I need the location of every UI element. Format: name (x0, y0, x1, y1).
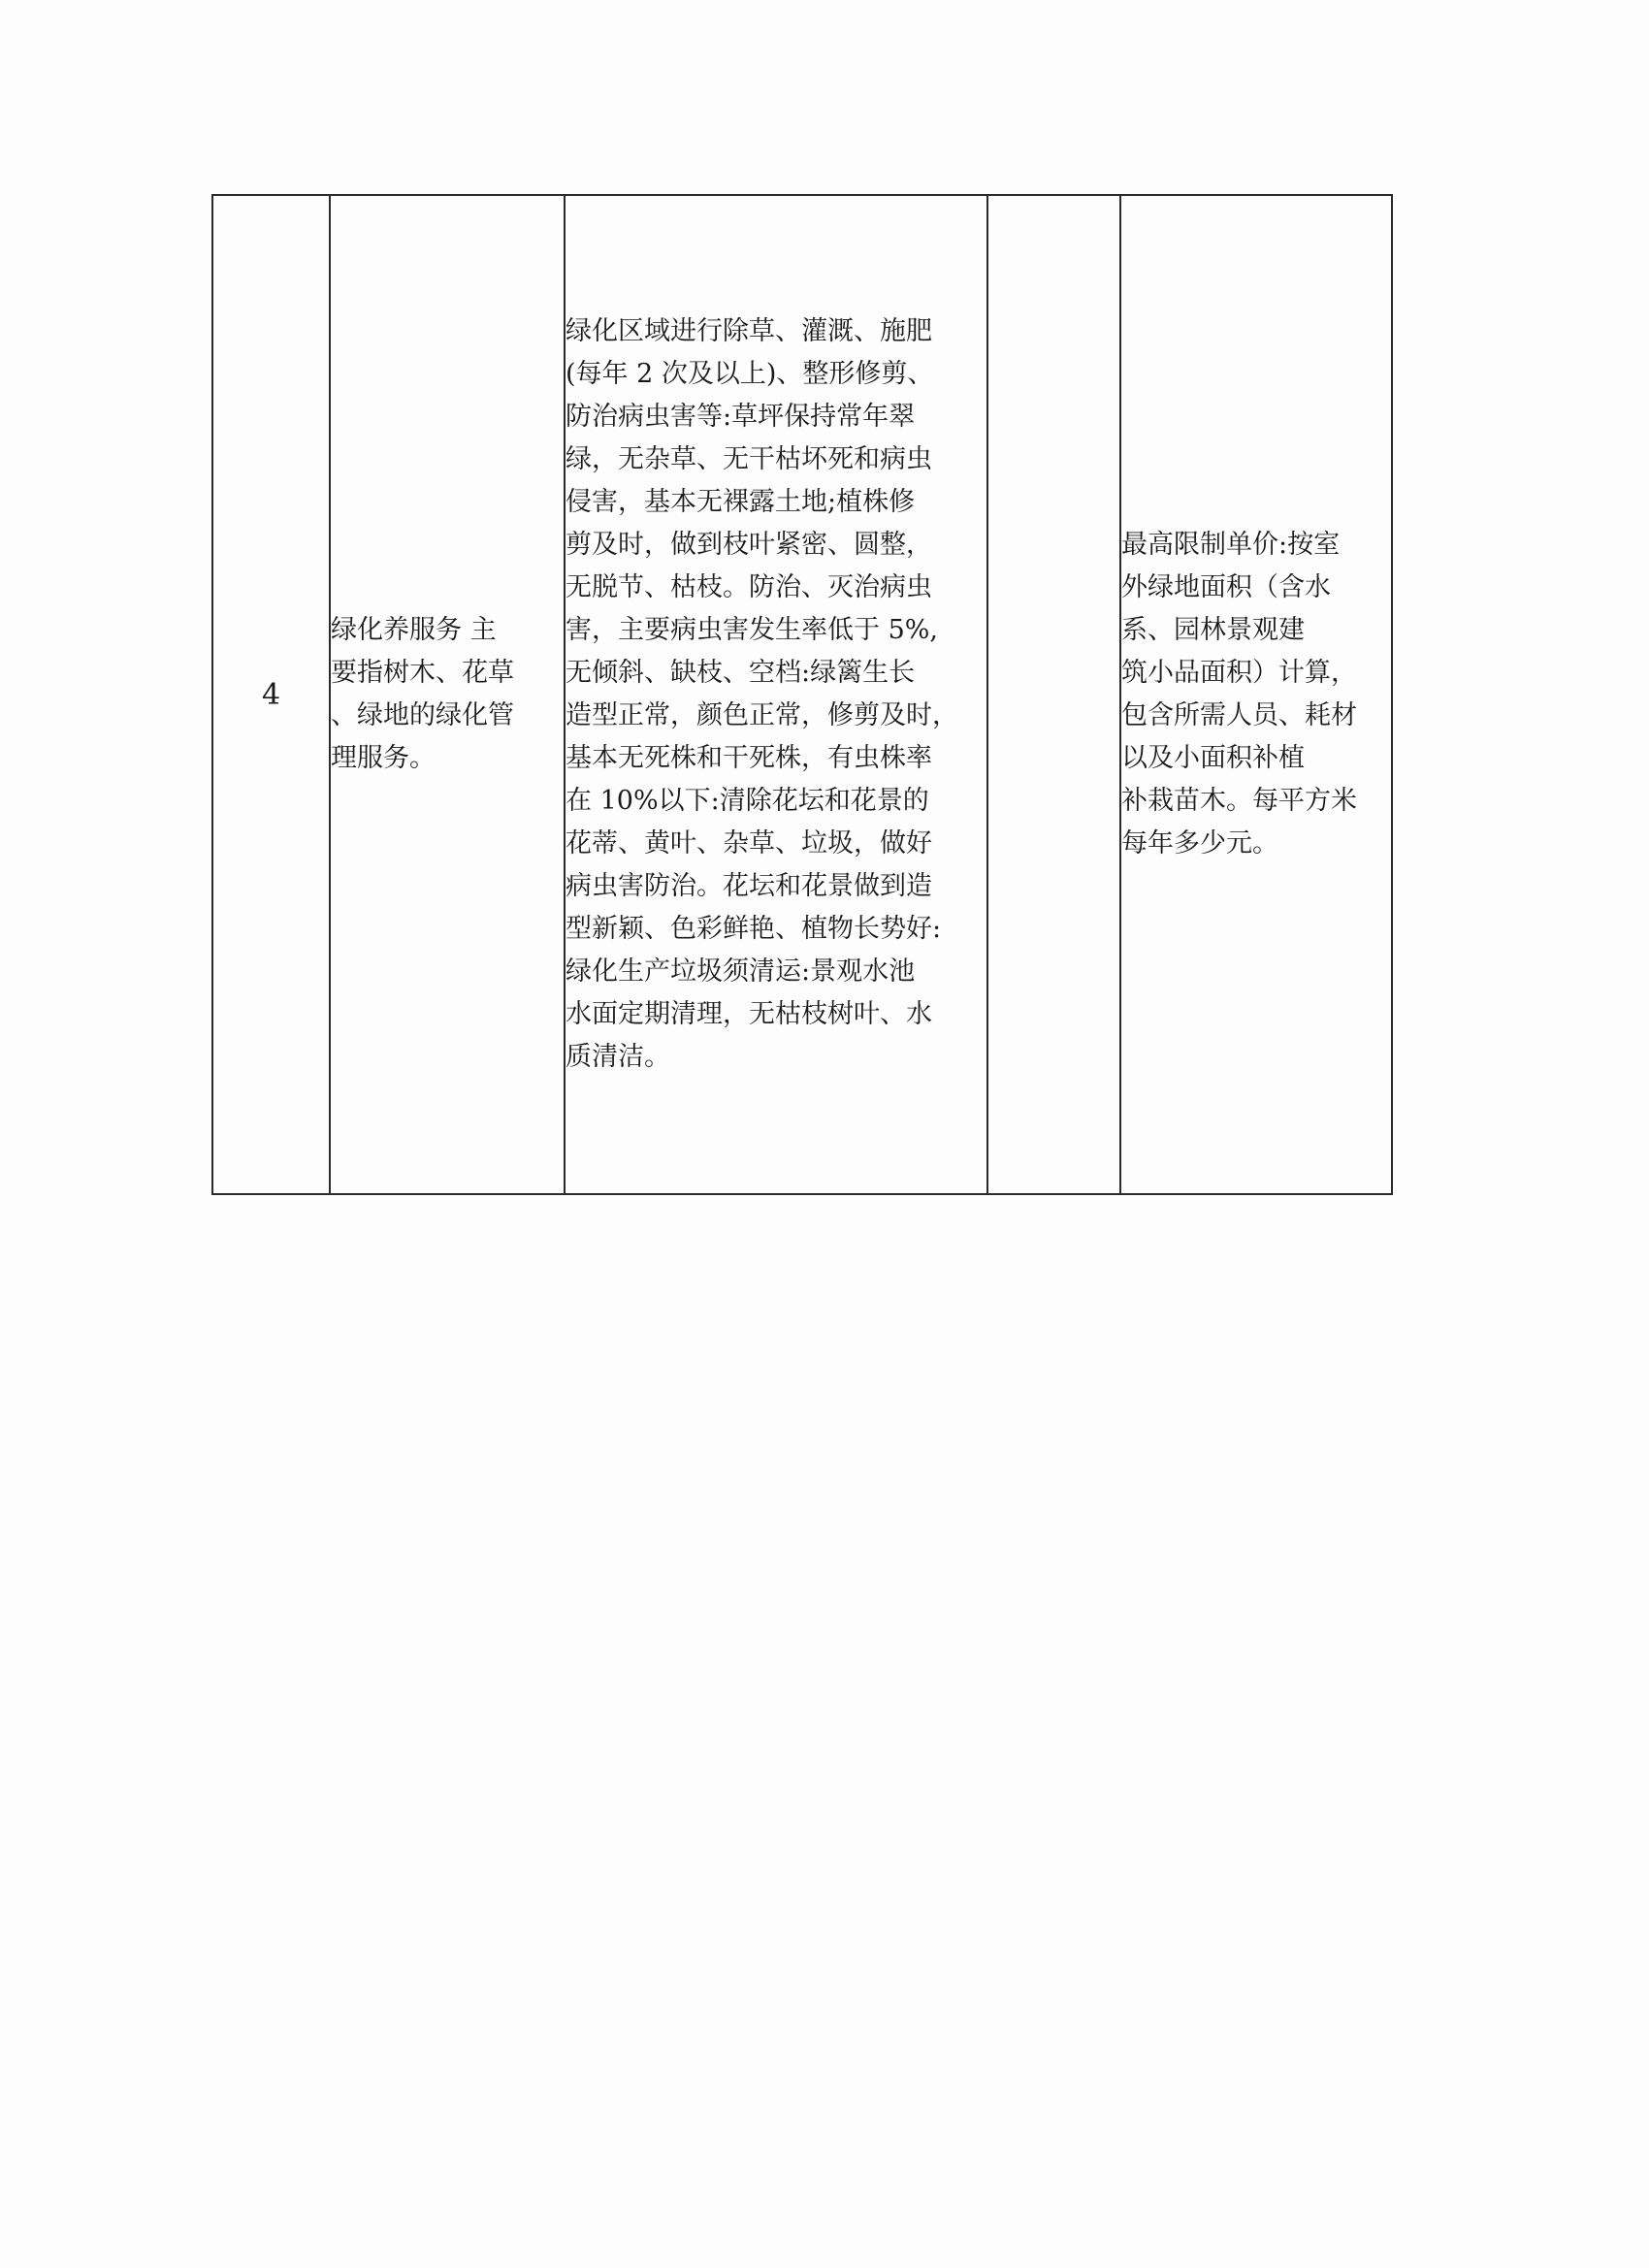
service-standard-line: 害，主要病虫害发生率低于 5%, (566, 615, 938, 645)
service-standard-line: 无脱节、枯枝。防治、灭治病虫 (566, 572, 932, 602)
service-spec-table (211, 194, 1393, 1195)
service-standard-line: 基本无死株和干死株，有虫株率 (566, 743, 932, 773)
service-name-line: 、绿地的绿化管 (331, 700, 514, 730)
service-standard-cell (565, 195, 987, 1194)
price-note-line: 筑小品面积）计算， (1121, 658, 1357, 688)
service-standard-line: 质清洁。 (566, 1042, 670, 1072)
row-number-cell (212, 195, 330, 1194)
service-standard-line: 无倾斜、缺枝、空档:绿篱生长 (566, 658, 916, 688)
price-note-line: 包含所需人员、耗材 (1121, 700, 1357, 730)
service-standard-line: 型新颖、色彩鲜艳、植物长势好: (566, 914, 942, 944)
service-standard-line: 病虫害防治。花坛和花景做到造 (566, 871, 932, 901)
table-row (212, 195, 1392, 1194)
service-name-line: 理服务。 (331, 743, 436, 773)
price-note-line: 最高限制单价:按室 (1121, 530, 1341, 560)
service-name-line: 绿化养服务 主 (331, 615, 497, 645)
service-standard-line: 防治病虫害等:草坪保持常年翠 (566, 402, 916, 432)
price-note-line: 外绿地面积（含水 (1121, 572, 1331, 602)
service-standard-line: 剪及时，做到枝叶紧密、圆整， (566, 530, 932, 560)
service-standard-line: 水面定期清理，无枯枝树叶、水 (566, 999, 932, 1029)
service-standard-line: 绿化区域进行除草、灌溉、施肥 (566, 316, 932, 346)
service-standard-line: 在 10%以下:清除花坛和花景的 (566, 786, 929, 816)
price-note-line: 系、园林景观建 (1121, 615, 1305, 645)
service-standard-line: 侵害，基本无裸露土地;植株修 (566, 487, 916, 517)
row-number: 4 (261, 677, 281, 712)
service-name-line: 要指树木、花草 (331, 658, 514, 688)
service-standard-line: 绿，无杂草、无干枯坏死和病虫 (566, 444, 932, 474)
service-standard-line: 绿化生产垃圾须清运:景观水池 (566, 956, 916, 987)
service-standard-line: 造型正常，颜色正常，修剪及时， (566, 700, 958, 730)
price-note-line: 每年多少元。 (1121, 828, 1278, 859)
service-name-cell (330, 195, 565, 1194)
service-standard-line: 花蒂、黄叶、杂草、垃圾，做好 (566, 828, 932, 859)
price-note-cell (1120, 195, 1392, 1194)
price-note-line: 补栽苗木。每平方米 (1121, 786, 1357, 816)
service-standard-line: (每年 2 次及以上)、整形修剪、 (566, 359, 934, 389)
price-note-line: 以及小面积补植 (1121, 743, 1305, 773)
unit-cell (987, 195, 1120, 1194)
